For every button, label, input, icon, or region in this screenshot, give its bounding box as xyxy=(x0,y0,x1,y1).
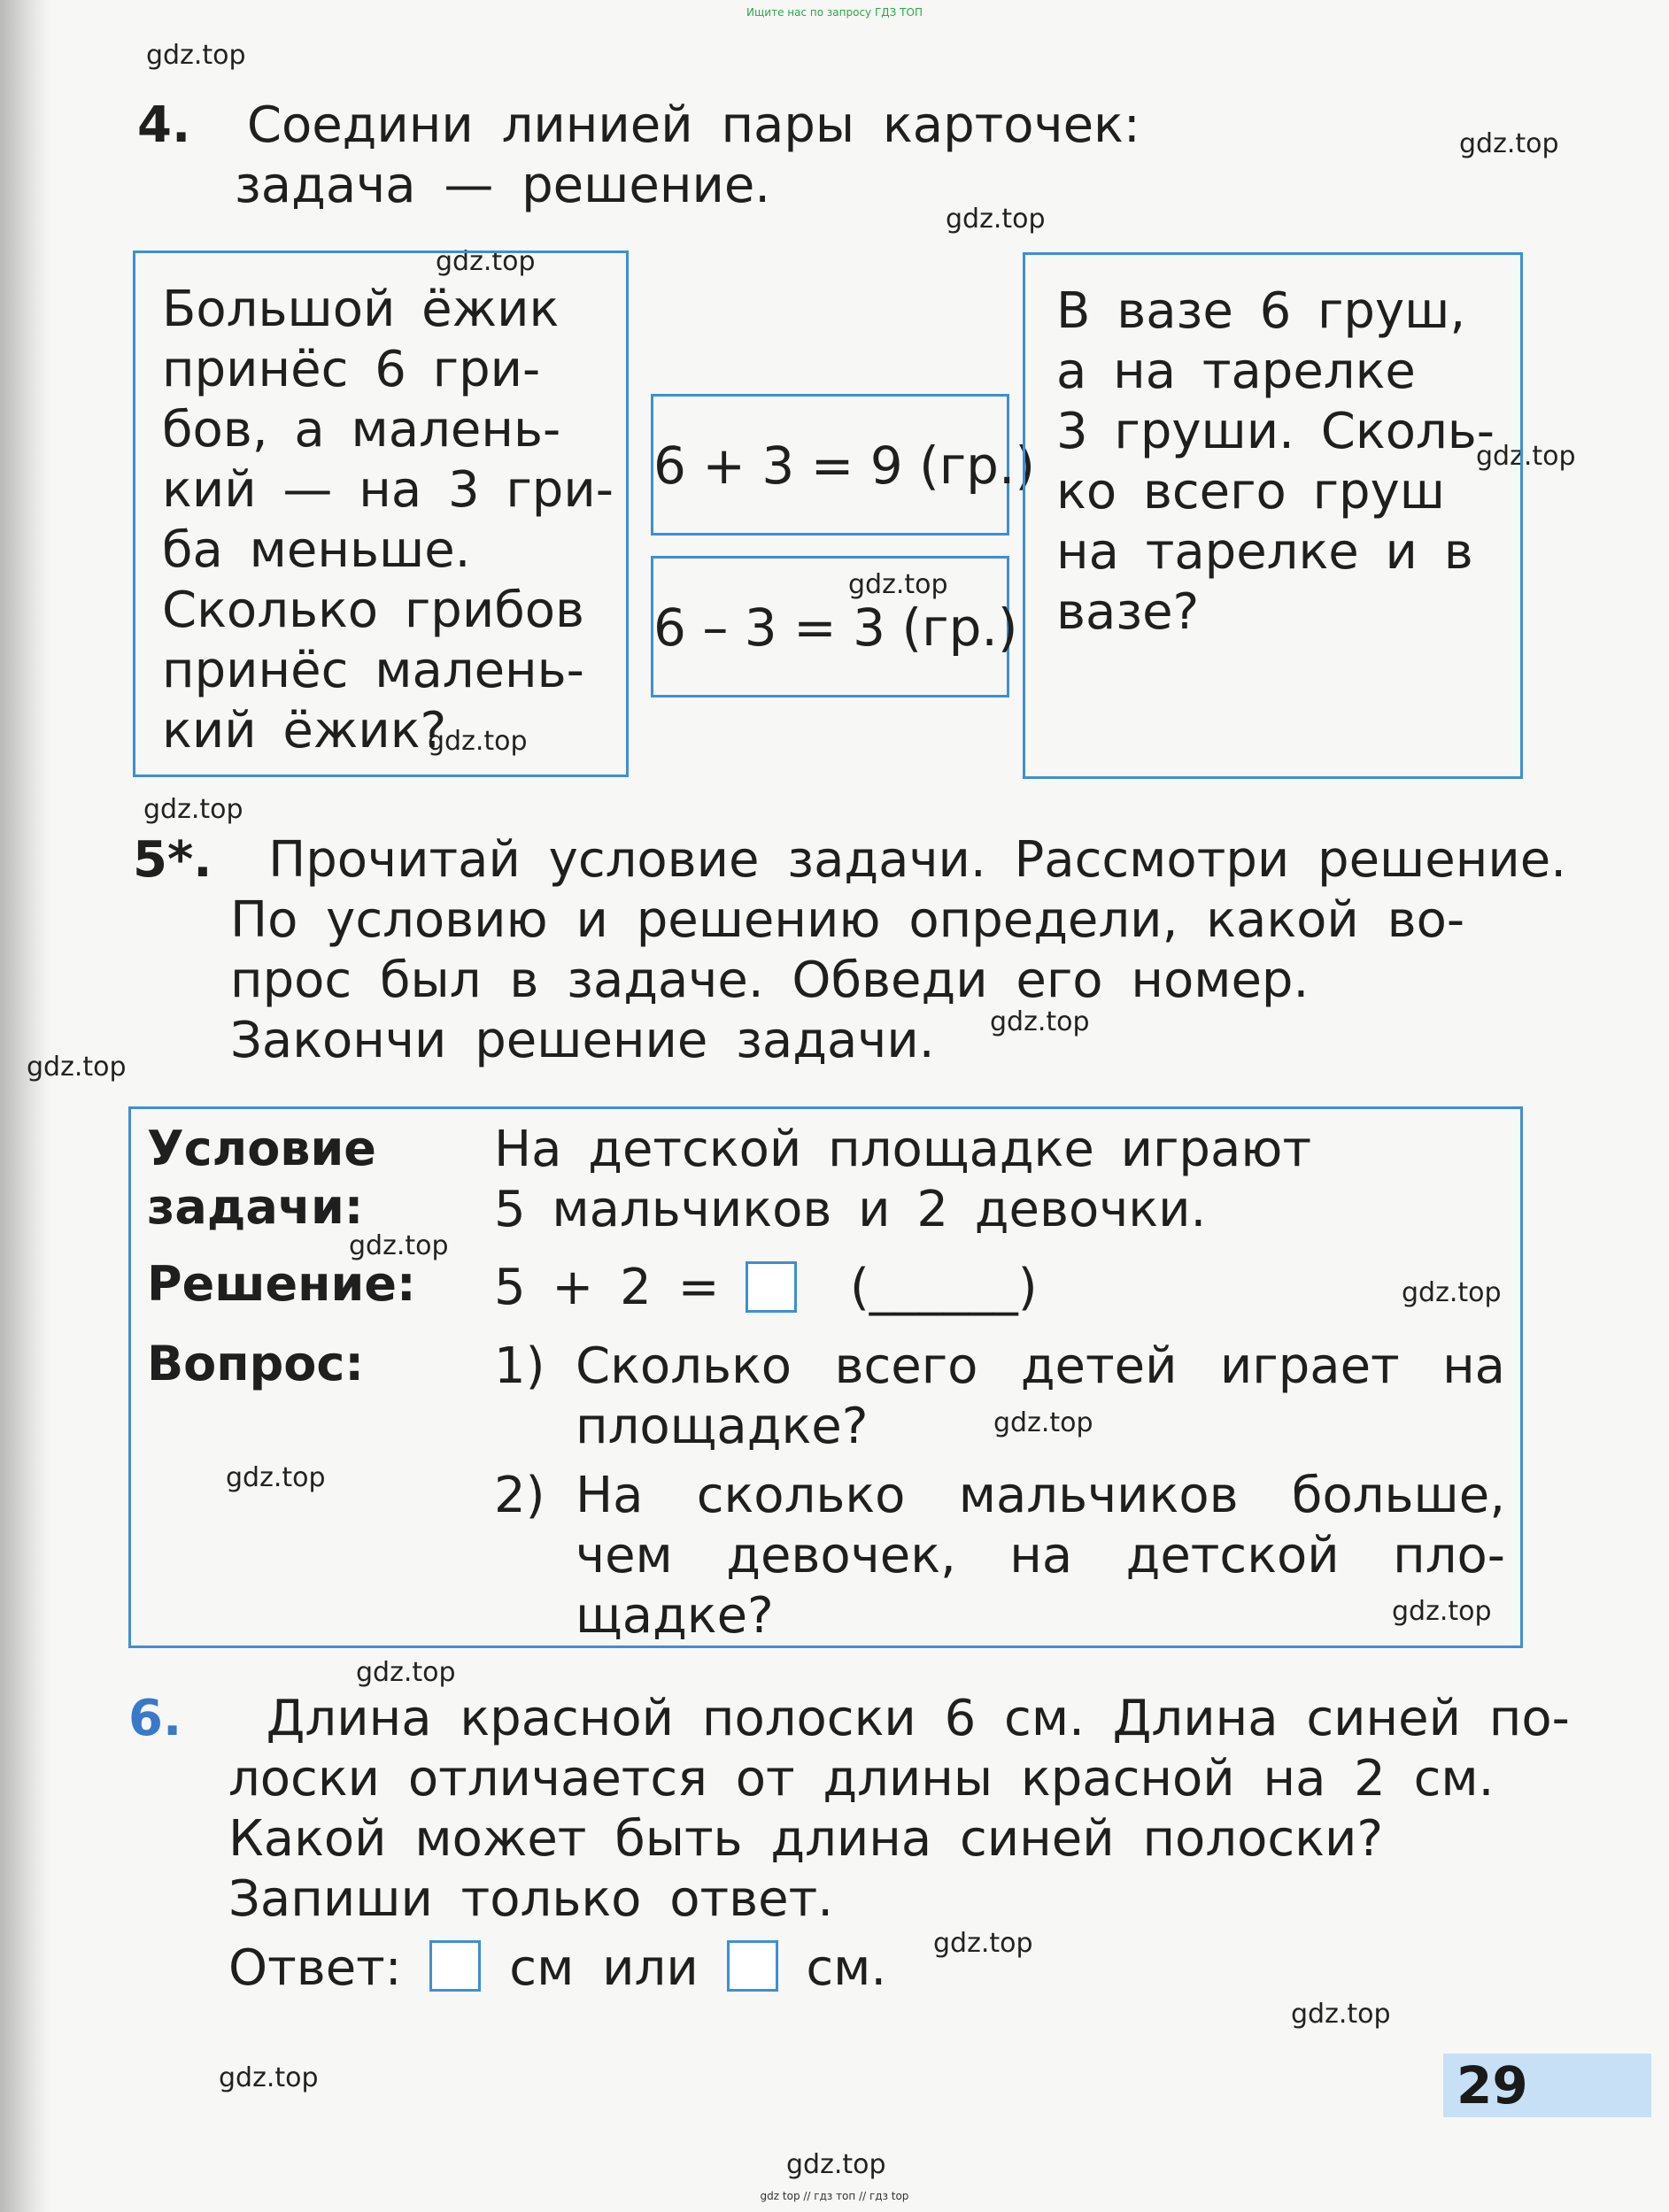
condition-text: На детской площадке играют xyxy=(494,1121,1312,1178)
card-left-line: ба меньше. xyxy=(162,521,471,579)
watermark: gdz.top xyxy=(428,726,528,757)
card-left-line: бов, а малень- xyxy=(162,401,561,459)
watermark: gdz.top xyxy=(990,1006,1090,1037)
task6-heading xyxy=(128,1689,1570,1930)
card-right-line: на тарелке и в xyxy=(1056,523,1473,581)
solution-expression: 5 + 2 = xyxy=(494,1259,720,1316)
answer-box-2[interactable] xyxy=(727,1940,778,1992)
task6-line: лоски отличается от длины красной на 2 см. xyxy=(228,1750,1495,1807)
task5-heading xyxy=(133,830,1566,1071)
answer-or: или xyxy=(602,1939,699,1997)
task4-line: Соедини линией пары карточек: xyxy=(246,96,1140,154)
task4-number: 4. xyxy=(137,96,191,154)
watermark: gdz.top xyxy=(143,794,243,825)
solution-label: Решение: xyxy=(147,1256,416,1312)
task6-number: 6. xyxy=(128,1690,182,1747)
task5-number: 5*. xyxy=(133,831,212,889)
answer-unit: см. xyxy=(806,1939,887,1997)
task6-answer-row xyxy=(228,1938,886,1999)
option-line: На сколько мальчиков больше, xyxy=(576,1467,1505,1524)
solution-unit-blank[interactable]: (______) xyxy=(849,1259,1038,1316)
answer-unit: см xyxy=(509,1939,575,1997)
page-number-badge xyxy=(1443,2054,1651,2117)
watermark: gdz.top xyxy=(848,569,948,600)
task4-solution-card-1[interactable] xyxy=(651,394,1036,536)
card-right-line: 3 груши. Сколь- xyxy=(1056,403,1495,460)
watermark: gdz.top xyxy=(1459,128,1559,159)
task6-line: Какой может быть длина синей полоски? xyxy=(228,1810,1384,1868)
task5-line: прос был в задаче. Обведи его номер. xyxy=(230,952,1310,1009)
condition-label: Условие xyxy=(147,1121,376,1176)
answer-label: Ответ: xyxy=(228,1939,402,1997)
task4-line: задача — решение. xyxy=(235,157,771,214)
task6-line: Длина красной полоски 6 см. Длина синей по- xyxy=(266,1690,1570,1747)
watermark: gdz.top xyxy=(27,1052,127,1083)
card-right-line: В вазе 6 груш, xyxy=(1056,282,1466,340)
watermark: gdz.top xyxy=(1402,1277,1502,1308)
task5-line: Прочитай условие задачи. Рассмотри решение. xyxy=(268,831,1567,889)
solution-text: 6 – 3 = 3 (гр.) xyxy=(653,597,1018,658)
task4-heading xyxy=(137,96,1140,216)
watermark: gdz.top xyxy=(356,1657,456,1688)
option-line: чем девочек, на детской пло- xyxy=(576,1527,1505,1584)
card-left-line: Сколько грибов xyxy=(162,582,585,639)
task4-solution-card-2[interactable] xyxy=(651,556,1018,698)
watermark: gdz.top xyxy=(349,1230,449,1261)
card-right-line: вазе? xyxy=(1056,583,1200,641)
task5-line: Закончи решение задачи. xyxy=(230,1012,935,1069)
card-left-line: кий — на 3 гри- xyxy=(162,461,614,519)
option-line: Сколько всего детей играет на xyxy=(576,1337,1505,1395)
page-number: 29 xyxy=(1457,2055,1528,2116)
watermark: gdz.top xyxy=(1291,1999,1391,2030)
task4-card-left[interactable] xyxy=(133,250,629,777)
card-left-line: Большой ёжик xyxy=(162,281,560,338)
watermark: gdz.top xyxy=(786,2149,886,2180)
task4-card-right[interactable] xyxy=(1023,252,1523,779)
watermark: gdz.top xyxy=(933,1928,1033,1959)
bottom-note: gdz top // гдз топ // гдз top xyxy=(760,2190,909,2202)
card-right-line: а на тарелке xyxy=(1056,343,1416,400)
watermark: gdz.top xyxy=(226,1462,326,1493)
top-search-note: Ищите нас по запросу ГДЗ ТОП xyxy=(746,6,923,19)
option-line: щадке? xyxy=(576,1587,774,1645)
option-line: площадке? xyxy=(576,1398,869,1455)
condition-text: 5 мальчиков и 2 девочки. xyxy=(494,1181,1207,1238)
card-left-line: принёс 6 гри- xyxy=(162,341,541,398)
page-edge-shadow xyxy=(0,0,51,2212)
answer-box-1[interactable] xyxy=(429,1940,481,1992)
condition-label: задачи: xyxy=(147,1179,364,1235)
card-right-line: ко всего груш xyxy=(1056,463,1445,520)
solution-text: 6 + 3 = 9 (гр.) xyxy=(653,435,1036,496)
watermark: gdz.top xyxy=(146,40,246,71)
watermark: gdz.top xyxy=(946,204,1046,235)
watermark: gdz.top xyxy=(1476,441,1576,472)
solution-row xyxy=(494,1258,1038,1318)
question-label: Вопрос: xyxy=(147,1336,364,1391)
task6-line: Запиши только ответ. xyxy=(228,1870,833,1928)
task5-line: По условию и решению определи, какой во- xyxy=(230,891,1465,949)
task5-box xyxy=(128,1106,1523,1648)
card-left-line: кий ёжик? xyxy=(162,702,447,759)
watermark: gdz.top xyxy=(1392,1596,1492,1627)
option-number[interactable]: 1) xyxy=(494,1337,545,1395)
card-left-line: принёс малень- xyxy=(162,642,584,699)
option-number[interactable]: 2) xyxy=(494,1467,545,1524)
watermark: gdz.top xyxy=(219,2062,319,2093)
solution-answer-box[interactable] xyxy=(746,1261,797,1313)
watermark: gdz.top xyxy=(993,1407,1093,1438)
watermark: gdz.top xyxy=(436,246,536,277)
